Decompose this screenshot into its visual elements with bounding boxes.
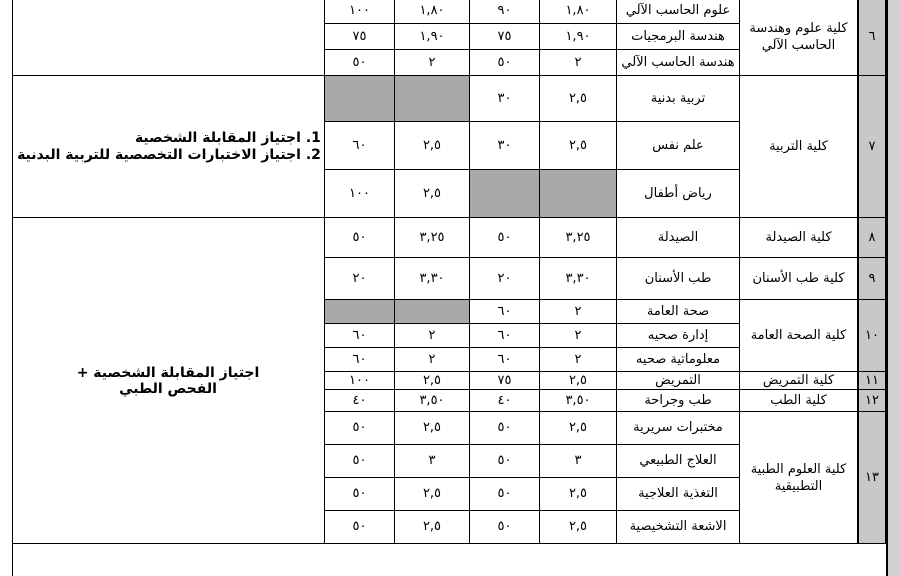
major-name: الاشعة التشخيصية xyxy=(617,511,740,544)
value-cell: ٣,٢٥ xyxy=(540,218,617,258)
major-name: التمريض xyxy=(617,372,740,390)
shaded-cell xyxy=(325,300,395,324)
shaded-cell xyxy=(470,170,540,218)
college-name: كلية العلوم الطبية التطبيقية xyxy=(740,412,858,544)
value-cell: ٥٠ xyxy=(325,445,395,478)
major-name: إدارة صحيه xyxy=(617,324,740,348)
requirement-item: 2. اجتياز الاختبارات التخصصية للتربية البدنية xyxy=(17,147,301,163)
value-cell: ٢ xyxy=(540,50,617,76)
value-cell: ٢ xyxy=(395,50,470,76)
row-number: ١٠ xyxy=(858,300,886,372)
value-cell: ٧٥ xyxy=(325,24,395,50)
major-name: تربية بدنية xyxy=(617,76,740,122)
major-name: رياض أطفال xyxy=(617,170,740,218)
shaded-cell xyxy=(395,300,470,324)
value-cell: ٣,٣٠ xyxy=(540,258,617,300)
row-number: ٧ xyxy=(858,76,886,218)
value-cell: ٥٠ xyxy=(325,511,395,544)
major-name: الصيدلة xyxy=(617,218,740,258)
college-name: كلية الصحة العامة xyxy=(740,300,858,372)
value-cell: ٥٠ xyxy=(325,50,395,76)
value-cell: ٦٠ xyxy=(325,348,395,372)
value-cell: ٣ xyxy=(540,445,617,478)
value-cell: ٢,٥ xyxy=(395,372,470,390)
value-cell: ٥٠ xyxy=(470,478,540,511)
value-cell: ٣٠ xyxy=(470,122,540,170)
value-cell: ٢٠ xyxy=(470,258,540,300)
value-cell: ٦٠ xyxy=(325,324,395,348)
row-number: ٦ xyxy=(858,0,886,76)
college-name: كلية الصيدلة xyxy=(740,218,858,258)
value-cell: ١,٨٠ xyxy=(540,0,617,24)
value-cell: ٢ xyxy=(395,324,470,348)
value-cell: ٢ xyxy=(540,300,617,324)
value-cell: ٣,٥٠ xyxy=(540,390,617,412)
notes-empty xyxy=(12,0,325,76)
major-name: صحة العامة xyxy=(617,300,740,324)
value-cell: ٢,٥ xyxy=(540,412,617,445)
value-cell: ٢,٥ xyxy=(540,511,617,544)
value-cell: ٧٥ xyxy=(470,372,540,390)
college-name: كلية طب الأسنان xyxy=(740,258,858,300)
shaded-cell xyxy=(540,170,617,218)
education-requirements-list xyxy=(17,129,319,164)
college-name: كلية التربية xyxy=(740,76,858,218)
row-number: ١١ xyxy=(858,372,886,390)
value-cell: ٢٠ xyxy=(325,258,395,300)
value-cell: ٦٠ xyxy=(470,348,540,372)
major-name: طب وجراحة xyxy=(617,390,740,412)
table-right-strip xyxy=(886,0,900,576)
row-number: ١٣ xyxy=(858,412,886,544)
value-cell: ١,٨٠ xyxy=(395,0,470,24)
value-cell: ٢,٥ xyxy=(395,478,470,511)
value-cell: ٢,٥ xyxy=(540,478,617,511)
value-cell: ٢,٥ xyxy=(540,122,617,170)
row-number: ٨ xyxy=(858,218,886,258)
major-name: هندسة الحاسب الآلي xyxy=(617,50,740,76)
major-name: علوم الحاسب الآلي xyxy=(617,0,740,24)
shaded-cell xyxy=(325,76,395,122)
value-cell: ١,٩٠ xyxy=(395,24,470,50)
value-cell: ٤٠ xyxy=(325,390,395,412)
value-cell: ٢ xyxy=(540,324,617,348)
value-cell: ٦٠ xyxy=(470,300,540,324)
value-cell: ٥٠ xyxy=(325,478,395,511)
college-name: كلية الطب xyxy=(740,390,858,412)
college-name: كلية علوم وهندسة الحاسب الآلي xyxy=(740,0,858,76)
row-number: ١٢ xyxy=(858,390,886,412)
value-cell: ٢,٥ xyxy=(395,511,470,544)
value-cell: ١٠٠ xyxy=(325,0,395,24)
shaded-cell xyxy=(395,76,470,122)
value-cell: ١,٩٠ xyxy=(540,24,617,50)
value-cell: ٢,٥ xyxy=(540,76,617,122)
value-cell: ٢ xyxy=(395,348,470,372)
notes-education xyxy=(12,76,325,218)
value-cell: ٣,٢٥ xyxy=(395,218,470,258)
major-name: مختبرات سريرية xyxy=(617,412,740,445)
value-cell: ٧٥ xyxy=(470,24,540,50)
major-name: معلوماتية صحيه xyxy=(617,348,740,372)
value-cell: ١٠٠ xyxy=(325,170,395,218)
table-right-border xyxy=(886,0,888,576)
major-name: طب الأسنان xyxy=(617,258,740,300)
value-cell: ٢ xyxy=(540,348,617,372)
requirement-item: 1. اجتياز المقابلة الشخصية xyxy=(17,130,301,146)
value-cell: ٢,٥ xyxy=(395,170,470,218)
value-cell: ٥٠ xyxy=(470,412,540,445)
value-cell: ٣٠ xyxy=(470,76,540,122)
row-number: ٩ xyxy=(858,258,886,300)
value-cell: ١٠٠ xyxy=(325,372,395,390)
value-cell: ٥٠ xyxy=(325,412,395,445)
major-name: العلاج الطبيعي xyxy=(617,445,740,478)
value-cell: ٩٠ xyxy=(470,0,540,24)
value-cell: ٣ xyxy=(395,445,470,478)
notes-health-requirement: اجتياز المقابلة الشخصية + الفحص الطبي xyxy=(12,218,325,544)
value-cell: ٦٠ xyxy=(325,122,395,170)
college-name: كلية التمريض xyxy=(740,372,858,390)
major-name: علم نفس xyxy=(617,122,740,170)
major-name: التغذية العلاجية xyxy=(617,478,740,511)
value-cell: ٢,٥ xyxy=(540,372,617,390)
value-cell: ٢,٥ xyxy=(395,122,470,170)
value-cell: ٥٠ xyxy=(470,445,540,478)
value-cell: ٦٠ xyxy=(470,324,540,348)
value-cell: ٣,٥٠ xyxy=(395,390,470,412)
value-cell: ٣,٣٠ xyxy=(395,258,470,300)
value-cell: ٤٠ xyxy=(470,390,540,412)
value-cell: ٥٠ xyxy=(470,218,540,258)
value-cell: ٥٠ xyxy=(325,218,395,258)
value-cell: ٥٠ xyxy=(470,50,540,76)
value-cell: ٢,٥ xyxy=(395,412,470,445)
major-name: هندسة البرمجيات xyxy=(617,24,740,50)
value-cell: ٥٠ xyxy=(470,511,540,544)
